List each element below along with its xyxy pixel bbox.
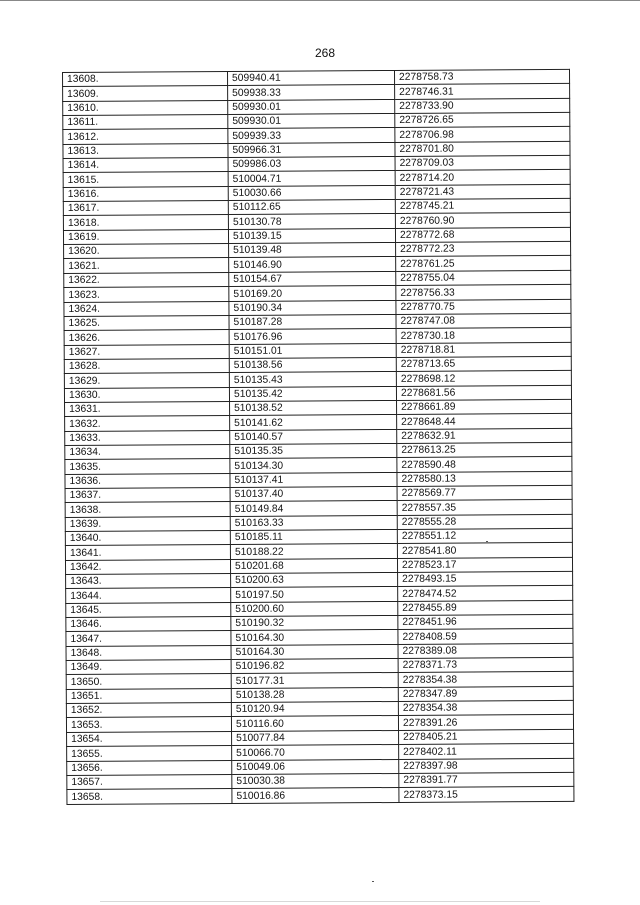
northing-cell: 2278718.81 [396, 342, 571, 357]
easting-cell: 509986.03 [228, 157, 395, 172]
northing-cell: 2278772.68 [395, 227, 570, 242]
northing-cell: 2278772.23 [396, 242, 571, 257]
northing-cell: 2278569.77 [397, 485, 572, 500]
northing-cell: 2278613.25 [397, 442, 572, 457]
coordinates-table-body [63, 69, 574, 804]
easting-cell: 510197.50 [231, 587, 398, 602]
northing-cell: 2278745.21 [395, 198, 570, 213]
easting-cell: 510177.31 [231, 673, 398, 688]
easting-cell: 510030.38 [232, 773, 399, 788]
easting-cell: 510138.56 [229, 357, 396, 372]
easting-cell: 510135.43 [229, 372, 396, 387]
northing-cell: 2278770.75 [396, 299, 571, 314]
point-number-cell: 13647. [66, 631, 231, 646]
easting-cell: 510149.84 [230, 501, 397, 516]
point-number-cell: 13609. [63, 86, 228, 101]
northing-cell: 2278474.52 [398, 586, 573, 601]
northing-cell: 2278709.03 [395, 155, 570, 170]
point-number-cell: 13624. [64, 301, 229, 316]
point-number-cell: 13644. [66, 588, 231, 603]
point-number-cell: 13639. [65, 516, 230, 531]
point-number-cell: 13652. [66, 703, 231, 718]
point-number-cell: 13632. [65, 416, 230, 431]
point-number-cell: 13637. [65, 487, 230, 502]
coordinates-table [62, 69, 574, 805]
point-number-cell: 13620. [64, 244, 229, 259]
easting-cell: 510154.67 [229, 271, 396, 286]
point-number-cell: 13640. [65, 530, 230, 545]
point-number-cell: 13654. [67, 731, 232, 746]
northing-cell: 2278455.89 [398, 600, 573, 615]
point-number-cell: 13618. [63, 215, 228, 230]
northing-cell: 2278701.80 [395, 141, 570, 156]
point-number-cell: 13622. [64, 272, 229, 287]
point-number-cell: 13631. [65, 401, 230, 416]
northing-cell: 2278698.12 [396, 371, 571, 386]
point-number-cell: 13612. [63, 129, 228, 144]
point-number-cell: 13648. [66, 645, 231, 660]
easting-cell: 509966.31 [228, 142, 395, 157]
point-number-cell: 13608. [63, 71, 228, 86]
scan-bottom-edge [100, 901, 540, 902]
easting-cell: 510164.30 [231, 644, 398, 659]
northing-cell: 2278354.38 [398, 672, 573, 687]
easting-cell: 510201.68 [230, 558, 397, 573]
point-number-cell: 13630. [64, 387, 229, 402]
northing-cell: 2278733.90 [395, 98, 570, 113]
northing-cell: 2278557.35 [397, 500, 572, 515]
northing-cell: 2278758.73 [394, 69, 569, 84]
easting-cell: 510164.30 [231, 630, 398, 645]
easting-cell: 510112.65 [228, 200, 395, 215]
point-number-cell: 13642. [65, 559, 230, 574]
easting-cell: 510049.06 [232, 759, 399, 774]
northing-cell: 2278590.48 [397, 457, 572, 472]
easting-cell: 510066.70 [232, 745, 399, 760]
northing-cell: 2278541.80 [397, 543, 572, 558]
northing-cell: 2278523.17 [397, 557, 572, 572]
northing-cell: 2278761.25 [396, 256, 571, 271]
point-number-cell: 13646. [66, 617, 231, 632]
point-number-cell: 13627. [64, 344, 229, 359]
easting-cell: 510137.41 [230, 472, 397, 487]
northing-cell: 2278755.04 [396, 270, 571, 285]
point-number-cell: 13656. [67, 760, 232, 775]
point-number-cell: 13619. [63, 229, 228, 244]
easting-cell: 510185.11 [230, 529, 397, 544]
easting-cell: 510151.01 [229, 343, 396, 358]
point-number-cell: 13616. [63, 186, 228, 201]
easting-cell: 510139.15 [228, 228, 395, 243]
northing-cell: 2278493.15 [398, 571, 573, 586]
easting-cell: 510163.33 [230, 515, 397, 530]
easting-cell: 510134.30 [230, 458, 397, 473]
easting-cell: 510190.32 [231, 616, 398, 631]
northing-cell: 2278713.65 [396, 356, 571, 371]
northing-cell: 2278451.96 [398, 614, 573, 629]
easting-cell: 510030.66 [228, 185, 395, 200]
point-number-cell: 13628. [64, 358, 229, 373]
easting-cell: 510200.60 [231, 601, 398, 616]
point-number-cell: 13634. [65, 444, 230, 459]
point-number-cell: 13655. [67, 746, 232, 761]
point-number-cell: 13635. [65, 459, 230, 474]
easting-cell: 510016.86 [232, 788, 399, 803]
northing-cell: 2278405.21 [399, 729, 574, 744]
point-number-cell: 13613. [63, 143, 228, 158]
point-number-cell: 13636. [65, 473, 230, 488]
northing-cell: 2278408.59 [398, 629, 573, 644]
point-number-cell: 13614. [63, 158, 228, 173]
point-number-cell: 13625. [64, 315, 229, 330]
point-number-cell: 13621. [64, 258, 229, 273]
point-number-cell: 13626. [64, 330, 229, 345]
point-number-cell: 13651. [66, 688, 231, 703]
northing-cell: 2278747.08 [396, 313, 571, 328]
easting-cell: 510130.78 [228, 214, 395, 229]
easting-cell: 510004.71 [228, 171, 395, 186]
northing-cell: 2278402.11 [399, 744, 574, 759]
northing-cell: 2278373.15 [399, 787, 574, 802]
northing-cell: 2278746.31 [395, 84, 570, 99]
point-number-cell: 13615. [63, 172, 228, 187]
easting-cell: 510135.35 [230, 443, 397, 458]
easting-cell: 510200.63 [231, 572, 398, 587]
northing-cell: 2278681.56 [396, 385, 571, 400]
point-number-cell: 13610. [63, 100, 228, 115]
easting-cell: 510196.82 [231, 659, 398, 674]
point-number-cell: 13617. [63, 201, 228, 216]
point-number-cell: 13658. [67, 789, 232, 804]
point-number-cell: 13638. [65, 502, 230, 517]
easting-cell: 510138.28 [231, 687, 398, 702]
easting-cell: 509930.01 [228, 113, 395, 128]
northing-cell: 2278397.98 [399, 758, 574, 773]
scan-top-edge [0, 0, 640, 1]
point-number-cell: 13643. [66, 574, 231, 589]
easting-cell: 510135.42 [229, 386, 396, 401]
easting-cell: 510138.52 [230, 400, 397, 415]
easting-cell: 510187.28 [229, 314, 396, 329]
point-number-cell: 13657. [67, 774, 232, 789]
scan-speck [486, 541, 488, 542]
northing-cell: 2278371.73 [398, 657, 573, 672]
northing-cell: 2278389.08 [398, 643, 573, 658]
northing-cell: 2278730.18 [396, 328, 571, 343]
easting-cell: 509939.33 [228, 128, 395, 143]
northing-cell: 2278648.44 [397, 414, 572, 429]
northing-cell: 2278714.20 [395, 170, 570, 185]
northing-cell: 2278580.13 [397, 471, 572, 486]
northing-cell: 2278347.89 [398, 686, 573, 701]
easting-cell: 510116.60 [231, 716, 398, 731]
easting-cell: 510077.84 [232, 730, 399, 745]
easting-cell: 510120.94 [231, 702, 398, 717]
northing-cell: 2278706.98 [395, 127, 570, 142]
point-number-cell: 13611. [63, 115, 228, 130]
easting-cell: 510188.22 [230, 544, 397, 559]
easting-cell: 510137.40 [230, 486, 397, 501]
northing-cell: 2278760.90 [395, 213, 570, 228]
easting-cell: 509940.41 [227, 70, 394, 85]
easting-cell: 510176.96 [229, 329, 396, 344]
scan-speck [372, 881, 374, 882]
page-number: 268 [314, 46, 336, 60]
easting-cell: 510141.62 [230, 415, 397, 430]
point-number-cell: 13650. [66, 674, 231, 689]
easting-cell: 509938.33 [228, 85, 395, 100]
easting-cell: 509930.01 [228, 99, 395, 114]
coordinates-table-container [62, 69, 560, 805]
easting-cell: 510169.20 [229, 286, 396, 301]
point-number-cell: 13649. [66, 660, 231, 675]
northing-cell: 2278756.33 [396, 285, 571, 300]
northing-cell: 2278354.38 [398, 701, 573, 716]
table-row [67, 787, 574, 804]
northing-cell: 2278632.91 [397, 428, 572, 443]
northing-cell: 2278555.28 [397, 514, 572, 529]
northing-cell: 2278391.26 [398, 715, 573, 730]
point-number-cell: 13645. [66, 602, 231, 617]
point-number-cell: 13633. [65, 430, 230, 445]
northing-cell: 2278661.89 [397, 399, 572, 414]
easting-cell: 510140.57 [230, 429, 397, 444]
northing-cell: 2278726.65 [395, 112, 570, 127]
easting-cell: 510190.34 [229, 300, 396, 315]
point-number-cell: 13629. [64, 373, 229, 388]
northing-cell: 2278551.12 [397, 528, 572, 543]
easting-cell: 510139.48 [229, 243, 396, 258]
point-number-cell: 13641. [65, 545, 230, 560]
northing-cell: 2278391.77 [399, 772, 574, 787]
easting-cell: 510146.90 [229, 257, 396, 272]
point-number-cell: 13653. [66, 717, 231, 732]
point-number-cell: 13623. [64, 287, 229, 302]
northing-cell: 2278721.43 [395, 184, 570, 199]
